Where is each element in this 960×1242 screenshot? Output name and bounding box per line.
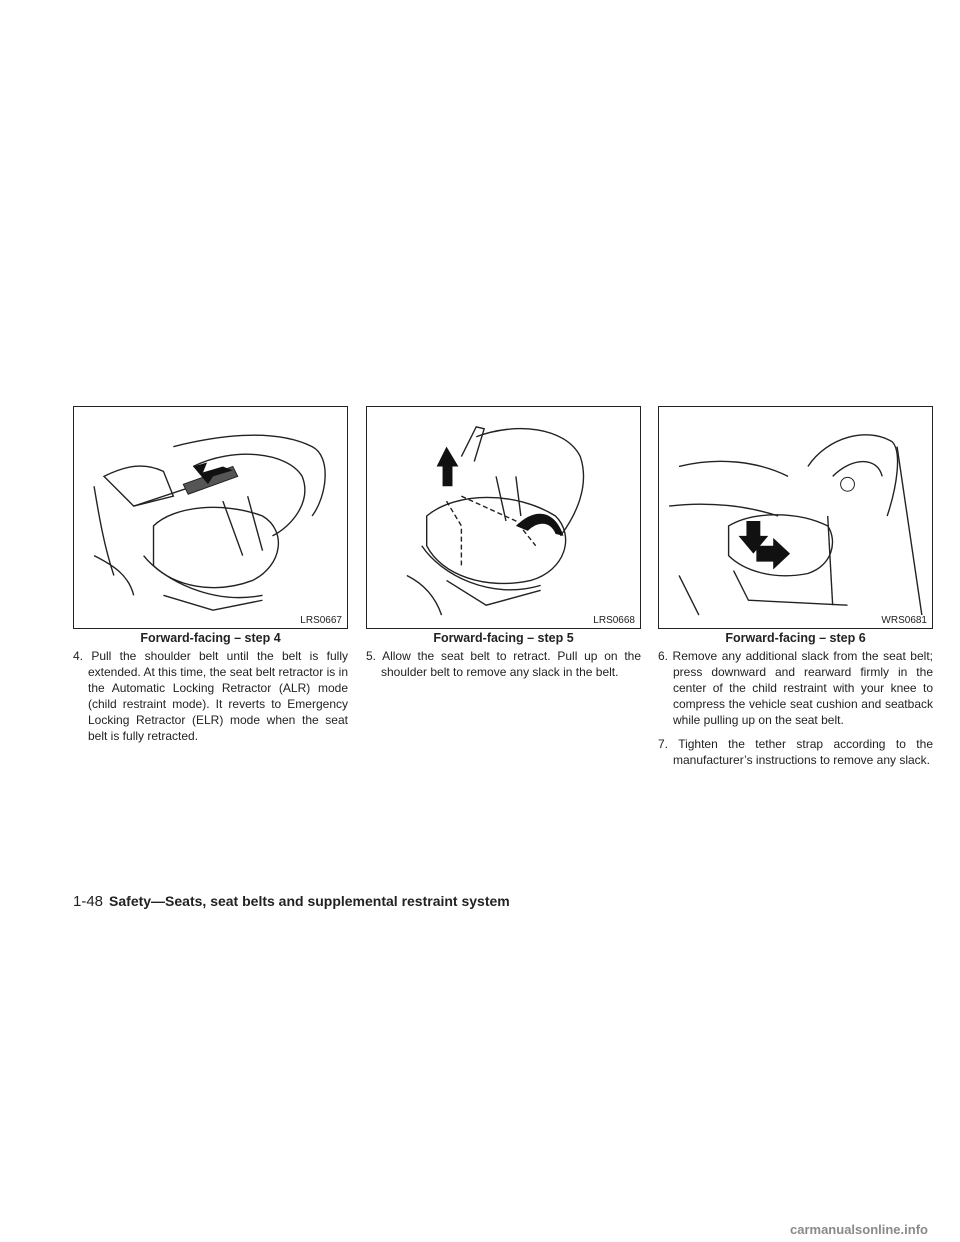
step-5-text: 5. Allow the seat belt to retract. Pull up on the shoulder belt to remove any slack in the belt. xyxy=(366,649,641,679)
section-title: Safety—Seats, seat belts and supplemental restraint system xyxy=(109,893,510,909)
figure-caption: Forward-facing – step 6 xyxy=(725,631,866,645)
figure-caption: Forward-facing – step 5 xyxy=(433,631,574,645)
child-seat-illustration-step-6 xyxy=(659,407,932,628)
child-seat-illustration-step-5 xyxy=(367,407,640,628)
figure-code: WRS0681 xyxy=(881,615,927,626)
figure-code: LRS0668 xyxy=(593,615,635,626)
figure-caption: Forward-facing – step 4 xyxy=(140,631,281,645)
figure-step-4 xyxy=(73,406,348,629)
step-6-text: 6. Remove any additional slack from the seat belt; press downward and rearward firmly in the center of the child restraint with your knee to compress the vehicle seat cushion and seatback while pulling up on the seat belt. xyxy=(658,649,933,727)
figure-step-5 xyxy=(366,406,641,629)
figure-step-6 xyxy=(658,406,933,629)
page-footer xyxy=(73,893,510,910)
page-number: 1-48 xyxy=(73,893,104,910)
watermark-text: carmanualsonline.info xyxy=(790,1222,928,1237)
text-column-1 xyxy=(73,648,348,752)
child-seat-illustration-step-4 xyxy=(74,407,347,628)
step-7-text: 7. Tighten the tether strap according to the manufacturer’s instructions to remove any slack. xyxy=(658,737,933,767)
step-4-text: 4. Pull the shoulder belt until the belt is fully extended. At this time, the seat belt retractor is in the Automatic Locking Retractor (ALR) mode (child restraint mode). It reverts to Emergency Locking Retractor (ELR) mode when the seat belt is fully retracted. xyxy=(73,649,348,743)
text-column-2 xyxy=(366,648,641,688)
text-column-3 xyxy=(658,648,933,776)
figure-code: LRS0667 xyxy=(300,615,342,626)
